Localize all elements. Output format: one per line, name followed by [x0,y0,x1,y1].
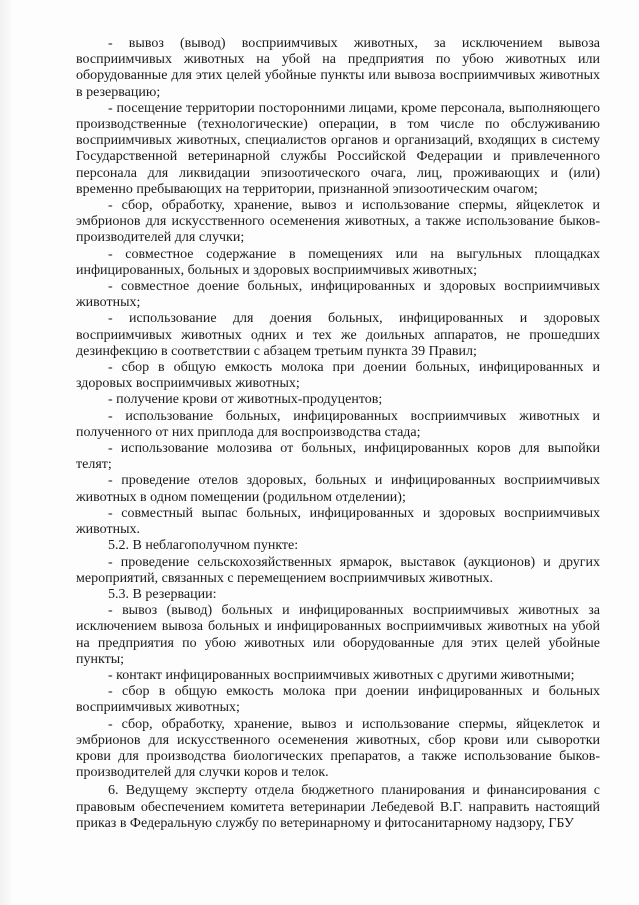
paragraph-4: - совместное содержание в помещениях или на выгульных площадках инфицированных, больных и здоровых восприимчивых животных; [76,246,600,278]
paragraph-12: - совместный выпас больных, инфицированных и здоровых восприимчивых животных. [76,505,600,538]
paragraph-9: - использование больных, инфицированных восприимчивых животных и полученного от них приплода для воспроизводства стада; [76,408,600,440]
paragraph-19: - сбор, обработку, хранение, вывоз и использование спермы, яйцеклеток и эмбрионов для искусственного осеменения животных, сбор крови или сыворотки крови для производства биологических препаратов, а также использование быков-производителей для случки коров и телок. [76,716,600,781]
section-heading-5-2: 5.2. В неблагополучном пункте: [108,538,299,554]
paragraph-6-instruction: 6. Ведущему эксперту отдела бюджетного планирования и финансирования с правовым обеспечением комитета ветеринарии Лебедевой В.Г. направить настоящий приказ в Федеральную службу по ветеринарному и фитосанитарному надзору, ГБУ [76,783,600,831]
paragraph-2: - посещение территории посторонними лицами, кроме персонала, выполняющего производственные (технологические) операции, в том числе по обслуживанию восприимчивых животных, специалистов органов и организаций, входящих в систему Государственной ветеринарной службы Российской Федерации и привлеченного персонала для ликвидации эпизоотического очага, лиц, проживающих и (или) временно пребывающих на территории, признанной эпизоотическим очагом; [76,100,600,197]
paragraph-8: - получение крови от животных-продуцентов; [108,392,383,408]
paragraph-16: - вывоз (вывод) больных и инфицированных восприимчивых животных за исключением вывоза больных и инфицированных восприимчивых животных на убой на предприятия по убою животных или оборудованные для этих целей убойные пункты; [76,603,600,667]
paragraph-11: - проведение отелов здоровых, больных и инфицированных восприимчивых животных в одном помещении (родильном отделении); [76,473,600,505]
paragraph-6: - использование для доения больных, инфицированных и здоровых восприимчивых животных одних и тех же доильных аппаратов, не прошедших дезинфекцию в соответствии с абзацем третьим пункта 39 Правил; [76,311,600,359]
section-heading-5-3: 5.3. В резервации: [108,586,217,602]
paragraph-10: - использование молозива от больных, инфицированных коров для выпойки телят; [76,441,600,473]
paragraph-17: - контакт инфицированных восприимчивых животных с другими животными; [108,667,575,683]
paragraph-14: - проведение сельскохозяйственных ярмарок, выставок (аукционов) и других мероприятий, связанных с перемещением восприимчивых животных. [76,554,600,586]
document-body [76,36,600,832]
scan-edge [0,0,14,905]
paragraph-5: - совместное доение больных, инфицированных и здоровых восприимчивых животных; [76,279,600,311]
paragraph-1: - вывоз (вывод) восприимчивых животных, за исключением вывоза восприимчивых животных на убой на предприятия по убою животных или оборудованные для этих целей убойные пункты или вывоза восприимчивых животных в резервацию; [76,36,600,100]
paragraph-7: - сбор в общую емкость молока при доении больных, инфицированных и здоровых восприимчивых животных; [76,360,600,392]
paragraph-18: - сбор в общую емкость молока при доении инфицированных и больных восприимчивых животных; [76,684,600,716]
paragraph-3: - сбор, обработку, хранение, вывоз и использование спермы, яйцеклеток и эмбрионов для искусственного осеменения животных, а также использование быков-производителей для случки; [76,198,600,246]
